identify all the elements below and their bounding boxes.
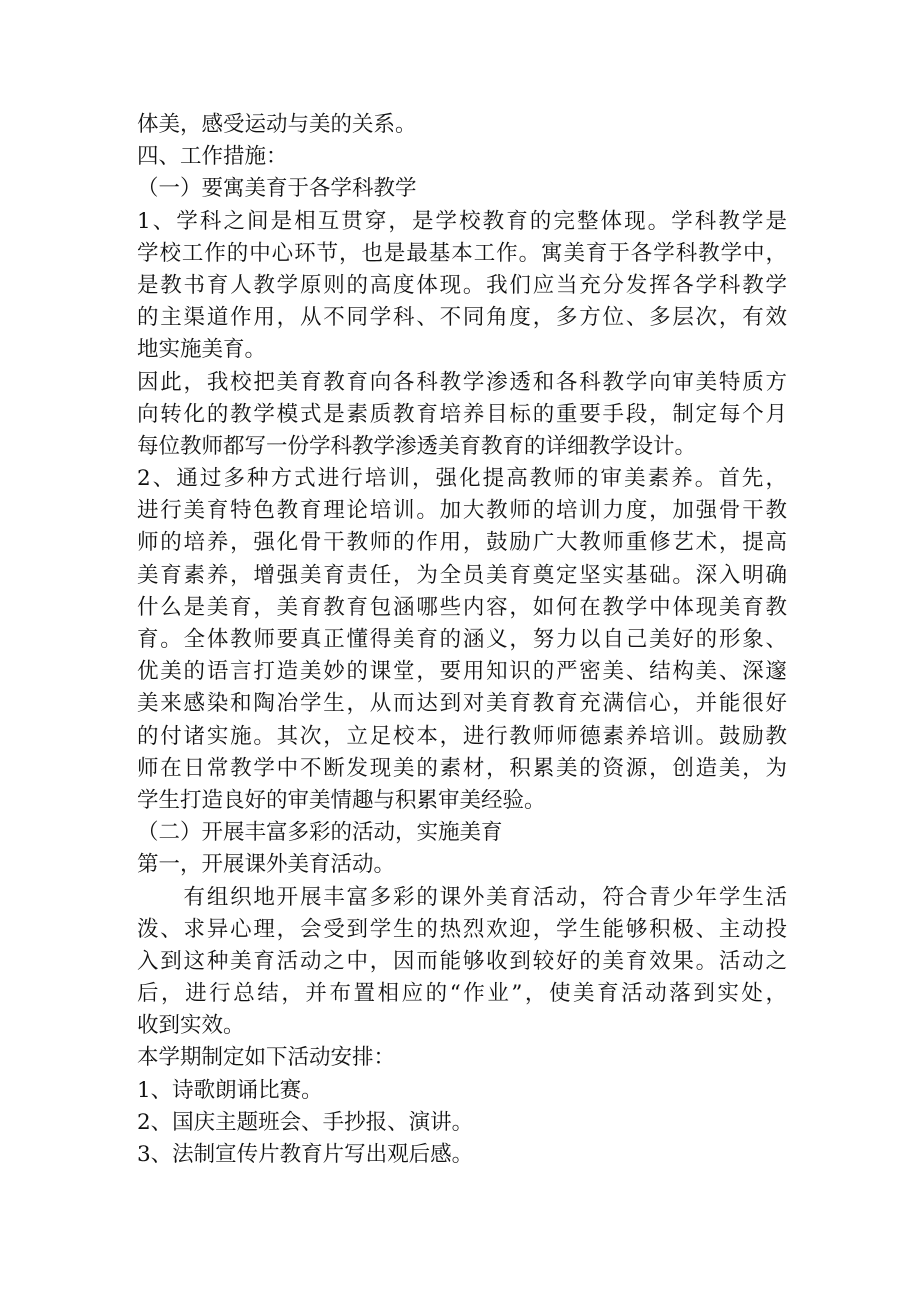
text-line: 地实施美育。 <box>137 337 267 363</box>
subsection-heading: （二）开展丰富多彩的活动，实施美育 <box>137 820 503 846</box>
text-line: 体美，感受运动与美的关系。 <box>137 112 417 137</box>
text-line: 育。全体教师要真正懂得美育的涵义，努力以自己美好的形象、 <box>137 627 787 652</box>
text-line: 每位教师都写一份学科教学渗透美育教育的详细教学设计。 <box>137 433 697 459</box>
text-line: 入到这种美育活动之中，因而能够收到较好的美育效果。活动之 <box>137 948 787 974</box>
list-item: 1、诗歌朗诵比赛。 <box>137 1077 323 1103</box>
text-line: 1、学科之间是相互贯穿，是学校教育的完整体现。学科教学是 <box>137 208 787 234</box>
document-page <box>137 109 787 1171</box>
subsection-heading: （一）要寓美育于各学科教学 <box>137 176 417 202</box>
text-line: 学生打造良好的审美情趣与积累审美经验。 <box>137 787 546 813</box>
text-line: 美来感染和陶冶学生，从而达到对美育教育充满信心，并能很好 <box>137 691 787 717</box>
section-heading: 四、工作措施： <box>137 144 288 170</box>
text-line: 第一，开展课外美育活动。 <box>137 852 396 878</box>
list-item: 3、法制宣传片教育片写出观后感。 <box>137 1142 474 1167</box>
text-line: 什么是美育，美育教育包涵哪些内容，如何在教学中体现美育教 <box>137 594 787 620</box>
text-line: 师的培养，强化骨干教师的作用，鼓励广大教师重修艺术，提高 <box>137 530 787 556</box>
text-line: 泼、求异心理，会受到学生的热烈欢迎，学生能够积极、主动投 <box>137 916 787 942</box>
text-line: 本学期制定如下活动安排： <box>137 1045 396 1071</box>
text-line: 进行美育特色教育理论培训。加大教师的培训力度，加强骨干教 <box>137 498 787 524</box>
text-line: 的主渠道作用，从不同学科、不同角度，多方位、多层次，有效 <box>137 305 787 331</box>
text-line: 美育素养，增强美育责任，为全员美育奠定坚实基础。深入明确 <box>137 562 787 588</box>
text-line: 后，进行总结，并布置相应的“作业”，使美育活动落到实处， <box>137 981 787 1007</box>
text-line: 有组织地开展丰富多彩的课外美育活动，符合青少年学生活 <box>137 884 787 910</box>
text-line: 学校工作的中心环节，也是最基本工作。寓美育于各学科教学中， <box>137 240 787 266</box>
text-line: 因此，我校把美育教育向各科教学渗透和各科教学向审美特质方 <box>137 369 787 395</box>
text-line: 是教书育人教学原则的高度体现。我们应当充分发挥各学科教学 <box>137 272 787 298</box>
text-line: 收到实效。 <box>137 1013 245 1039</box>
text-line: 师在日常教学中不断发现美的素材，积累美的资源，创造美，为 <box>137 755 787 781</box>
list-item: 2、国庆主题班会、手抄报、演讲。 <box>137 1109 474 1135</box>
text-line: 优美的语言打造美妙的课堂，要用知识的严密美、结构美、深邃 <box>137 659 787 685</box>
text-line: 向转化的教学模式是素质教育培养目标的重要手段，制定每个月 <box>137 401 787 427</box>
text-line: 2、通过多种方式进行培训，强化提高教师的审美素养。首先， <box>137 466 787 492</box>
text-line: 的付诸实施。其次，立足校本，进行教师师德素养培训。鼓励教 <box>137 723 787 749</box>
